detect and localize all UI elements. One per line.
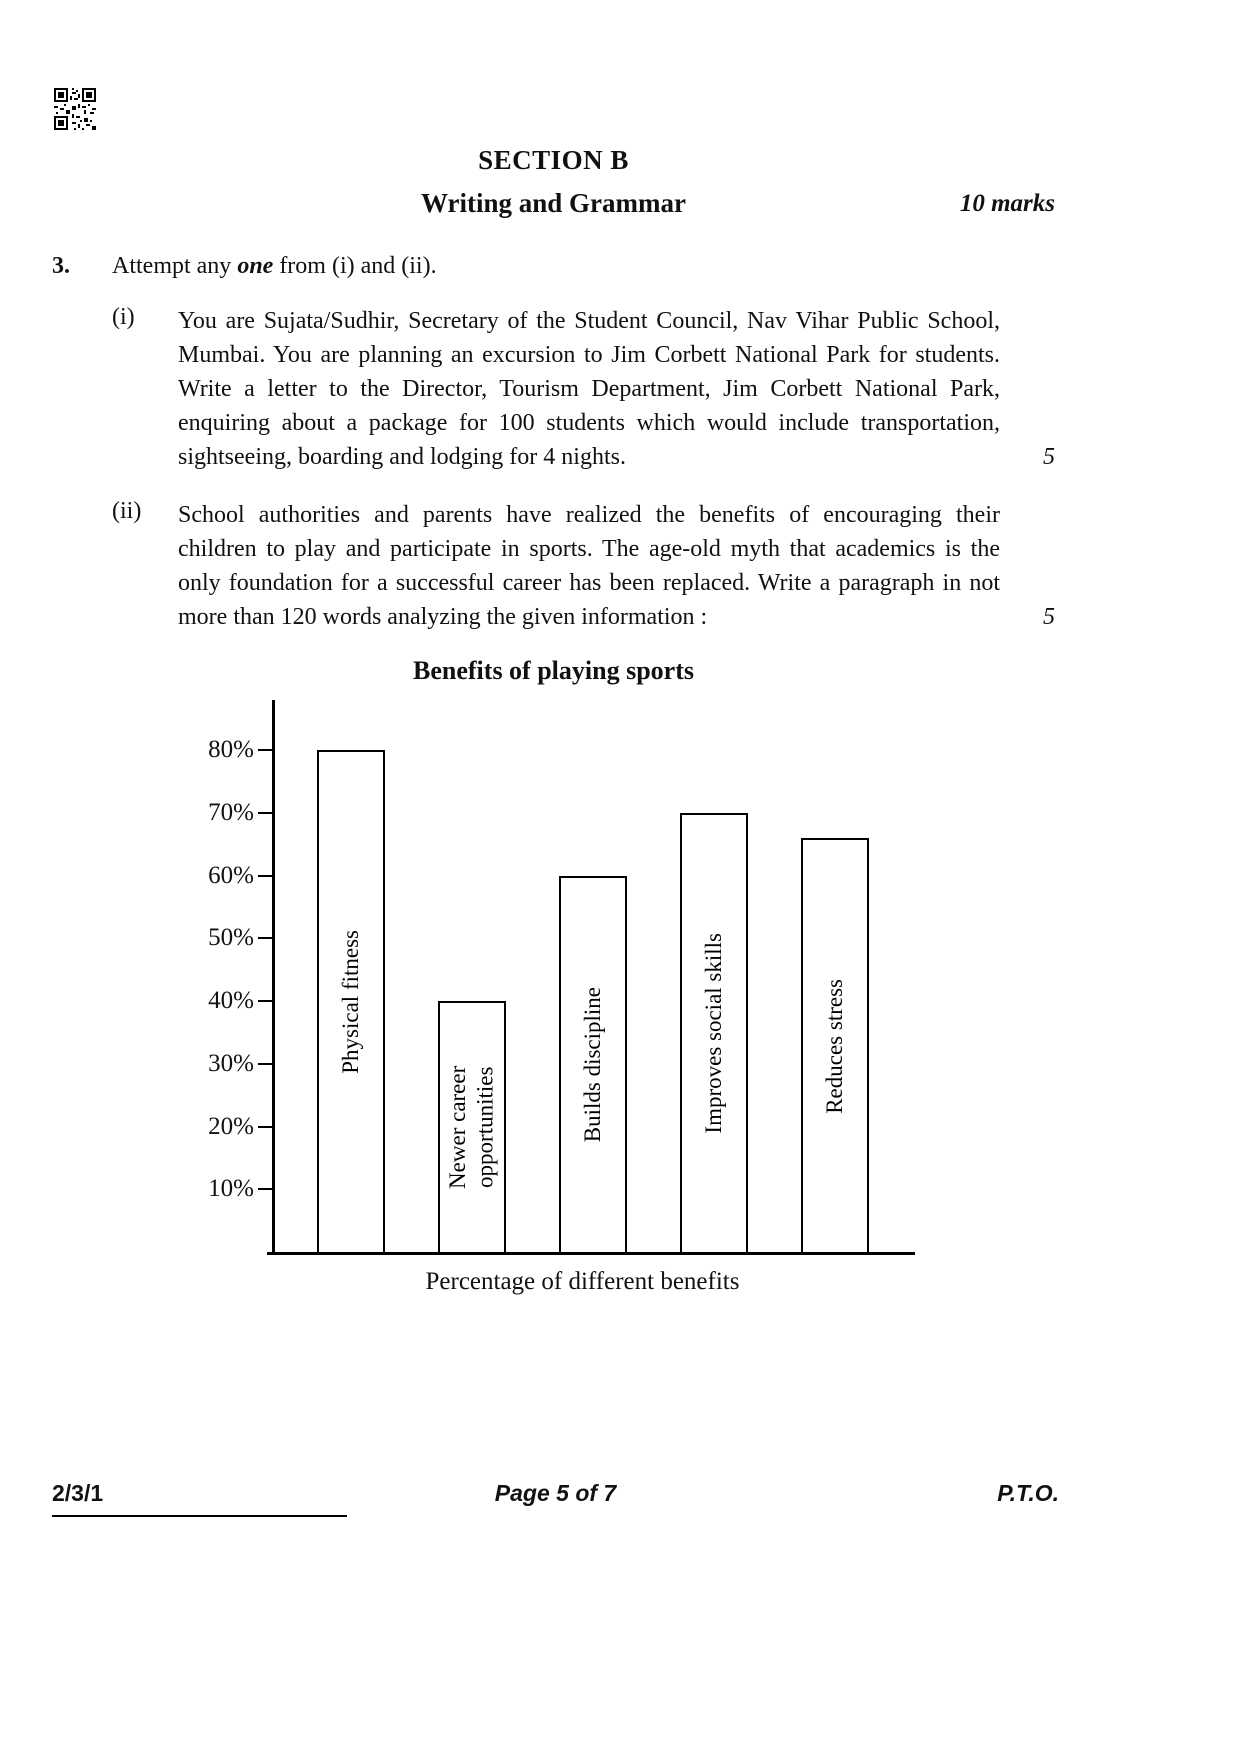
part-indent (52, 304, 112, 474)
chart-bar (317, 750, 385, 1252)
y-axis-tick-label: 60% (208, 861, 254, 889)
question-block (52, 253, 1055, 634)
y-axis-tick (258, 875, 272, 877)
y-axis-tick-label: 70% (208, 798, 254, 826)
section-title: SECTION B (478, 145, 629, 175)
y-axis-tick (258, 1126, 272, 1128)
chart-bar (438, 1001, 506, 1252)
chart-plot-area (208, 700, 912, 1252)
part-indent (52, 498, 112, 634)
chart-bar (559, 876, 627, 1252)
question-intro-pre: Attempt any (112, 253, 238, 279)
qr-code-icon (54, 88, 96, 130)
section-subtitle: Writing and Grammar (421, 188, 686, 218)
section-header (52, 145, 1055, 219)
chart-title: Benefits of playing sports (413, 656, 694, 685)
chart-y-axis (272, 700, 275, 1252)
chart-bar (680, 813, 748, 1252)
question-intro-post: from (i) and (ii). (273, 253, 437, 279)
y-axis-tick-label: 40% (208, 987, 254, 1015)
chart-bar-label: Physical fitness (338, 930, 364, 1074)
question-intro-row (52, 253, 1055, 280)
chart-x-axis-label: Percentage of different benefits (425, 1268, 740, 1295)
part-text: You are Sujata/Sudhir, Secretary of the Student Council, Nav Vihar Public School, Mumbai. You are planning an excursion to Jim Corbett National Park for students. Write a letter to the Director, Tourism Department, Jim Corbett National Park, enquiring about a package for 100 students which would include transportation, sightseeing, boarding and lodging for 4 nights. (178, 308, 1000, 470)
question-part-i (52, 304, 1055, 474)
bar-chart (0, 656, 1241, 1296)
y-axis-tick (258, 1188, 272, 1190)
part-label: (ii) (112, 498, 142, 524)
y-axis-tick-label: 50% (208, 924, 254, 952)
part-marks: 5 (1043, 444, 1055, 470)
y-axis-tick-label: 80% (208, 736, 254, 764)
part-label: (i) (112, 304, 135, 330)
chart-bar-label: Newer career opportunities (445, 1065, 498, 1190)
pto-label: P.T.O. (997, 1480, 1059, 1506)
chart-bar-label: Improves social skills (701, 933, 727, 1134)
y-axis-tick-label: 10% (208, 1175, 254, 1203)
y-axis-tick-label: 20% (208, 1112, 254, 1140)
page-number: Page 5 of 7 (494, 1480, 617, 1506)
chart-bar (801, 838, 869, 1252)
chart-bar-label: Reduces stress (822, 978, 848, 1114)
y-axis-tick-label: 30% (208, 1049, 254, 1077)
part-marks: 5 (1043, 604, 1055, 630)
question-number: 3. (52, 253, 70, 279)
section-marks: 10 marks (959, 190, 1055, 217)
chart-bars (272, 700, 912, 1252)
y-axis-tick (258, 812, 272, 814)
part-text: School authorities and parents have realized the benefits of encouraging their children to play and participate in sports. The age-old myth that academics is the only foundation for a successful career has been replaced. Write a paragraph in not more than 120 words analyzing the given information : (178, 502, 1000, 630)
question-intro (112, 253, 437, 280)
question-intro-emphasis: one (237, 253, 274, 279)
paper-code: 2/3/1 (52, 1480, 347, 1517)
y-axis-tick (258, 749, 272, 751)
chart-bar-label: Builds discipline (580, 987, 606, 1143)
chart-x-axis (267, 1252, 915, 1255)
y-axis-tick (258, 937, 272, 939)
y-axis-tick (258, 1063, 272, 1065)
question-part-ii (52, 498, 1055, 634)
y-axis-tick (258, 1000, 272, 1002)
